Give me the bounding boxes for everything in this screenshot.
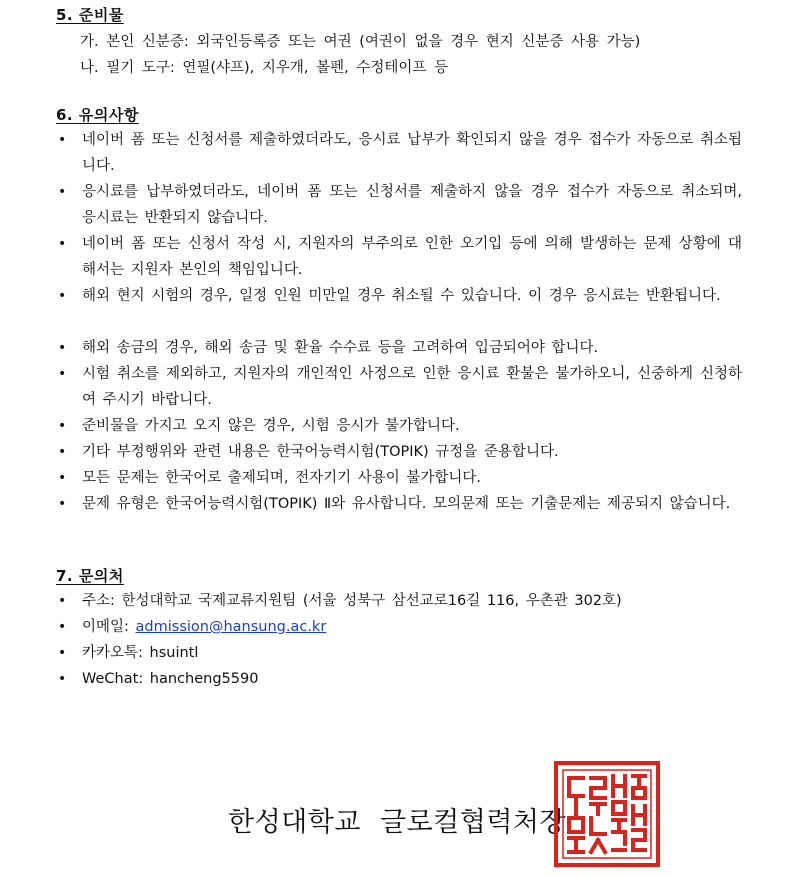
section-5-heading: 5. 준비물 (56, 6, 124, 24)
bullet-icon: • (58, 470, 67, 486)
address-label: 주소: (82, 593, 115, 609)
note-text: 해외 현지 시험의 경우, 일정 인원 미만일 경우 취소될 수 있습니다. 이 경우 응시료는 반환됩니다. (82, 288, 721, 304)
section-6-heading: 6. 유의사항 (56, 106, 139, 124)
contact-email (58, 614, 698, 640)
bullet-icon: • (58, 593, 67, 609)
note-text: 준비물을 가지고 오지 않은 경우, 시험 응시가 불가합니다. (82, 418, 460, 434)
bullet-icon: • (58, 418, 67, 434)
wechat-label: WeChat: (82, 671, 144, 687)
note-text: 기타 부정행위와 관련 내용은 한국어능력시험(TOPIK) 규정을 준용합니다. (82, 444, 559, 460)
note-text: 모든 문제는 한국어로 출제되며, 전자기기 사용이 불가합니다. (82, 470, 482, 486)
note-text: 문제 유형은 한국어능력시험(TOPIK) Ⅱ와 유사합니다. 모의문제 또는 기출문제는 제공되지 않습니다. (82, 496, 731, 512)
bullet-icon: • (58, 340, 67, 356)
bullet-icon: • (58, 132, 67, 148)
note-text: 시험 취소를 제외하고, 지원자의 개인적인 사정으로 인한 응시료 환불은 불가하오니, 신중하게 신청하여 주시기 바랍니다. (82, 366, 742, 408)
preparation-item-tools: 나. 필기 도구: 연필(샤프), 지우개, 볼펜, 수정테이프 등 (80, 60, 449, 76)
kakao-value: hsuintl (149, 645, 199, 661)
bullet-icon: • (58, 671, 67, 687)
preparation-item-id: 가. 본인 신분증: 외국인등록증 또는 여권 (여권이 없을 경우 현지 신분증 사용 가능) (80, 34, 641, 50)
contact-wechat (58, 666, 698, 692)
note-item (58, 465, 742, 491)
note-item (58, 491, 742, 543)
bullet-icon: • (58, 288, 67, 304)
kakao-label: 카카오톡: (82, 645, 143, 661)
bullet-icon: • (58, 366, 67, 382)
email-link[interactable]: admission@hansung.ac.kr (135, 619, 327, 635)
note-item (58, 283, 742, 335)
official-seal-icon (553, 760, 661, 868)
contact-address (58, 588, 698, 614)
bullet-icon: • (58, 184, 67, 200)
note-item (58, 127, 742, 179)
note-item (58, 335, 742, 361)
bullet-icon: • (58, 444, 67, 460)
signatory-title: 한성대학교 글로컬협력처장 (228, 807, 567, 838)
note-text: 응시료를 납부하였더라도, 네이버 폼 또는 신청서를 제출하지 않을 경우 접수가 자동으로 취소되며, 응시료는 반환되지 않습니다. (82, 184, 742, 226)
wechat-value: hancheng5590 (149, 671, 259, 687)
email-label: 이메일: (82, 619, 129, 635)
note-item (58, 439, 742, 465)
note-text: 네이버 폼 또는 신청서를 제출하였더라도, 응시료 납부가 확인되지 않을 경우 접수가 자동으로 취소됩니다. (82, 132, 742, 174)
notes-list (58, 127, 742, 543)
section-7-heading: 7. 문의처 (56, 567, 124, 585)
note-item (58, 413, 742, 439)
contact-kakao (58, 640, 698, 666)
contact-list (58, 588, 698, 692)
note-text: 해외 송금의 경우, 해외 송금 및 환율 수수료 등을 고려하여 입금되어야 합니다. (82, 340, 599, 356)
seal-glyphs (569, 776, 645, 852)
note-text: 네이버 폼 또는 신청서 작성 시, 지원자의 부주의로 인한 오기입 등에 의해 발생하는 문제 상황에 대해서는 지원자 본인의 책임입니다. (82, 236, 742, 278)
bullet-icon: • (58, 645, 67, 661)
address-value: 한성대학교 국제교류지원팀 (서울 성북구 삼선교로16길 116, 우촌관 302호) (121, 593, 622, 609)
note-item (58, 361, 742, 413)
bullet-icon: • (58, 619, 67, 635)
bullet-icon: • (58, 496, 67, 512)
note-item (58, 179, 742, 231)
note-item (58, 231, 742, 283)
bullet-icon: • (58, 236, 67, 252)
